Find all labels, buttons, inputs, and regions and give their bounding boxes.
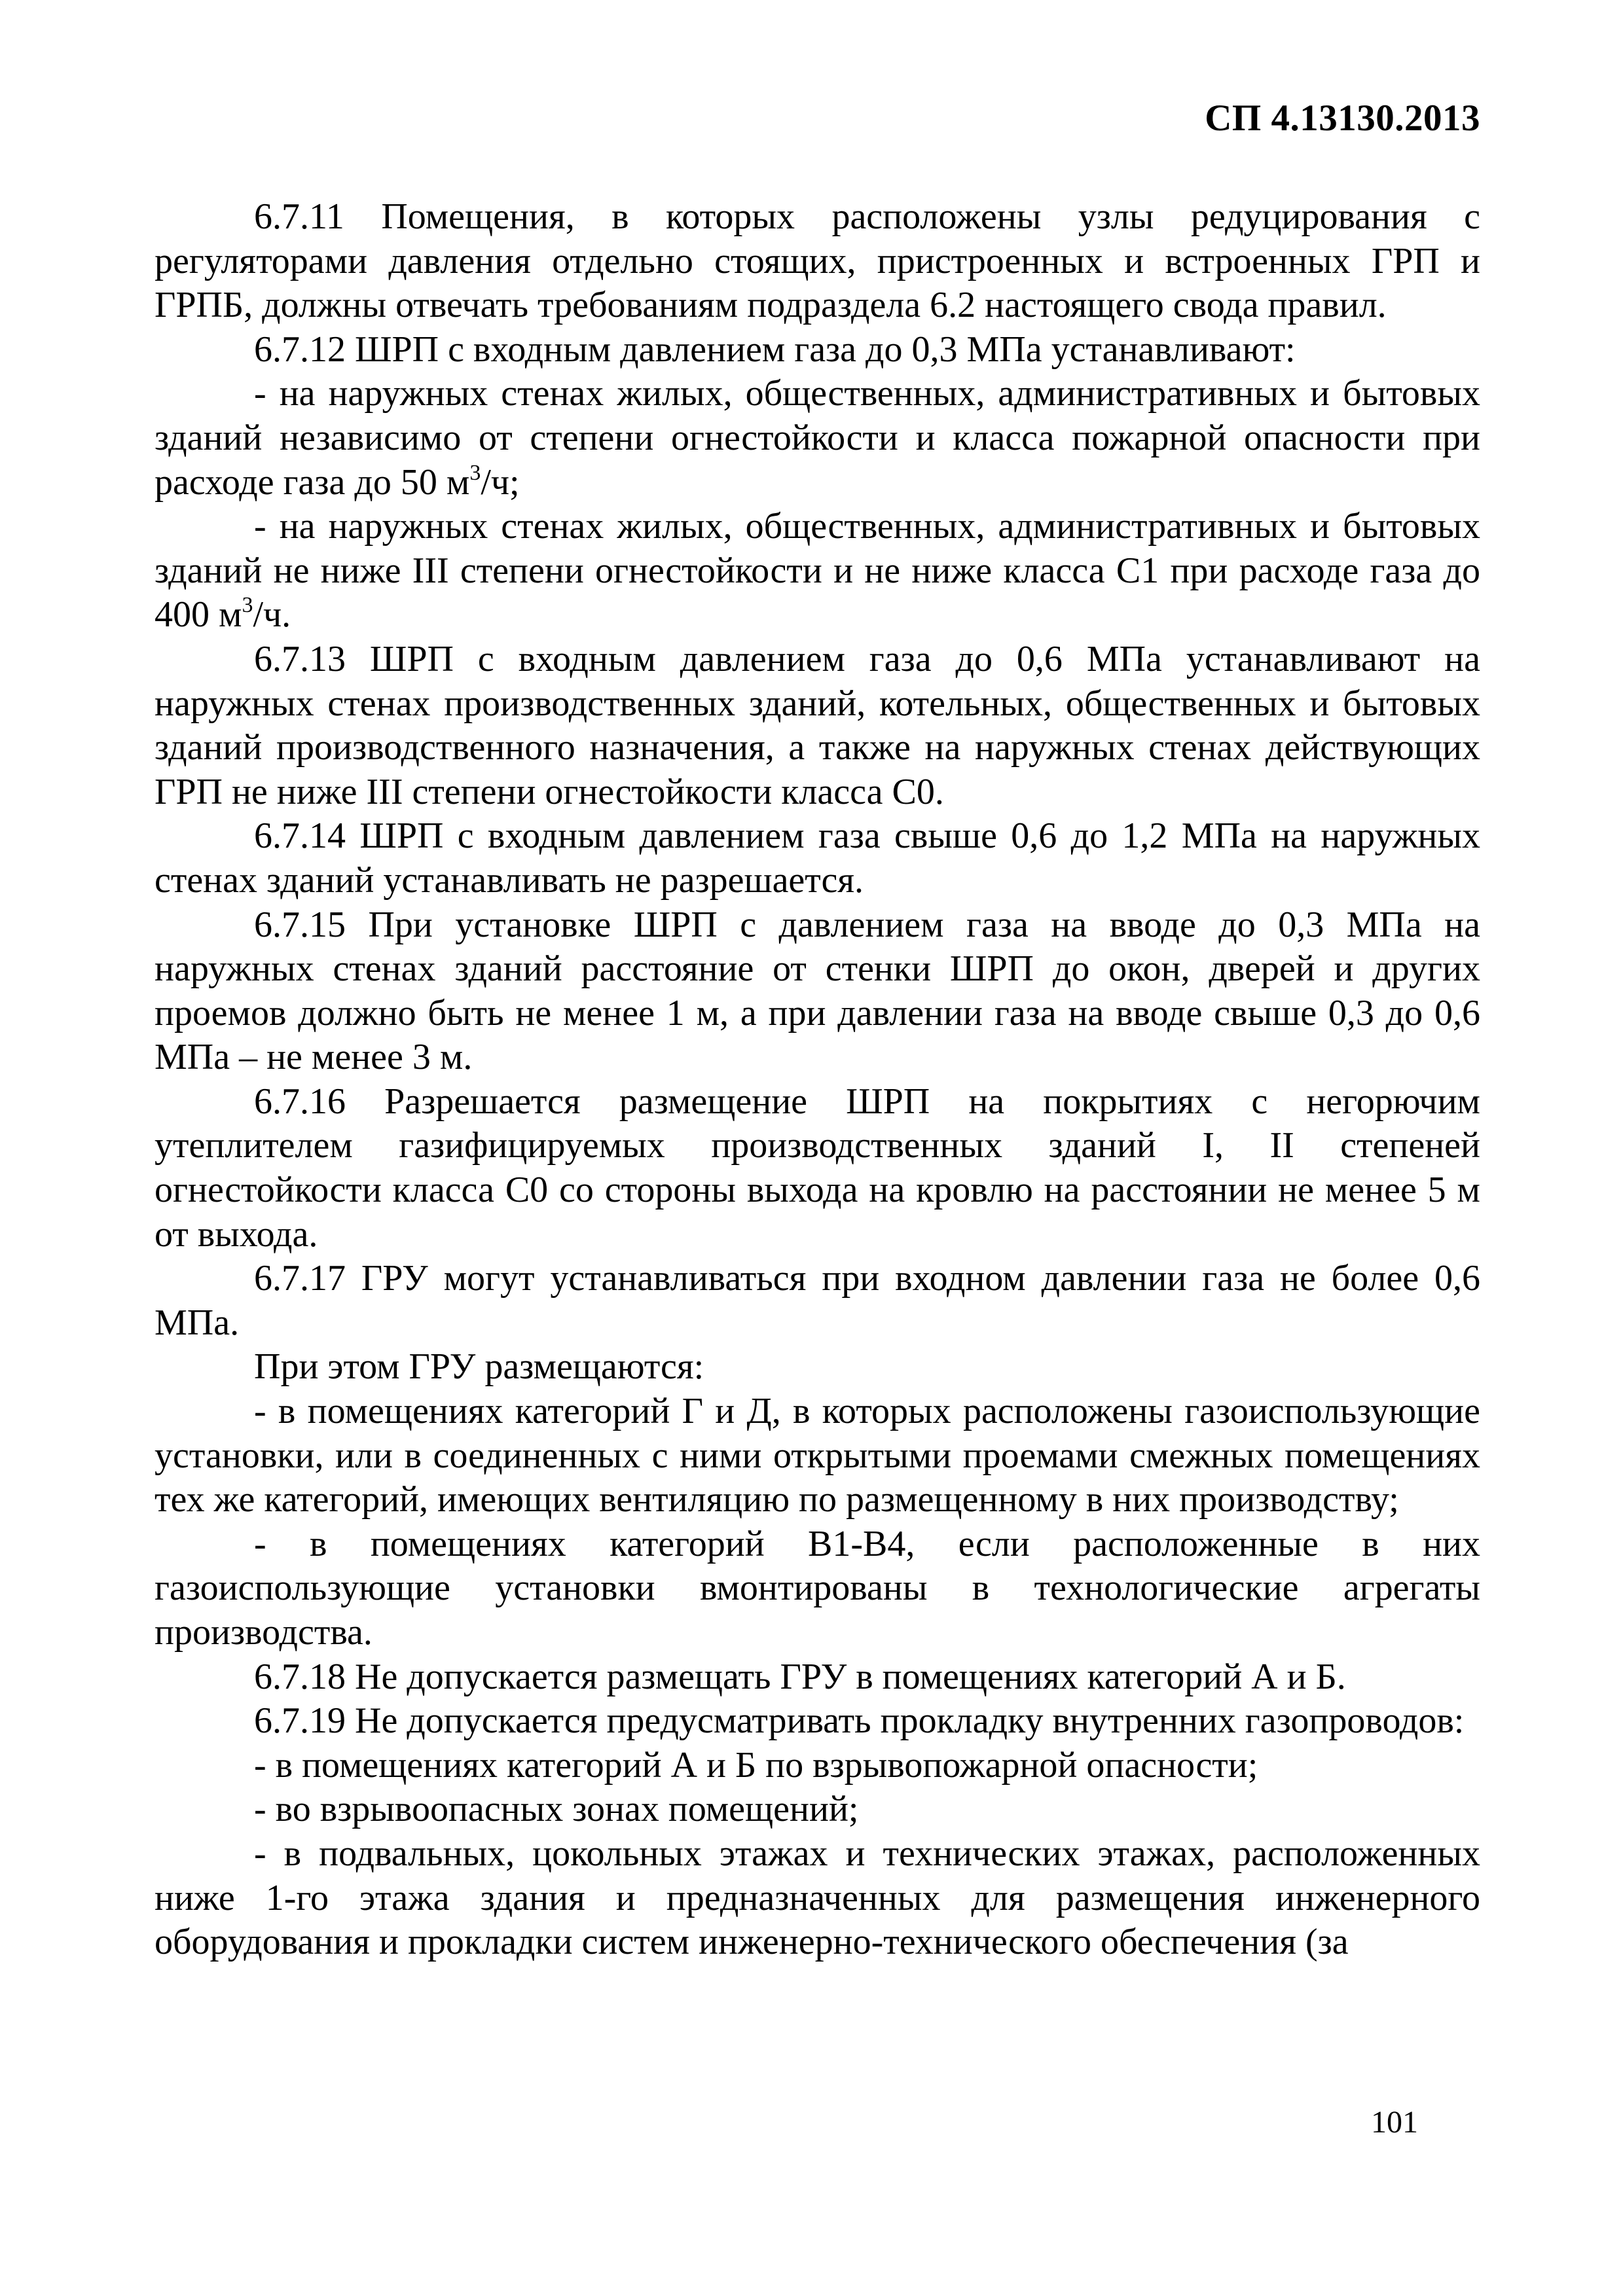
list-item <box>155 505 1480 637</box>
paragraph-text: 6.7.11 Помещения, в которых расположены узлы редуцирования с регуляторами давления отдельно стоящих, пристроенных и встроенных ГРП и ГРПБ, должны отвечать требованиям подраздела 6.2 настоящего свода правил. <box>155 196 1480 326</box>
paragraph <box>155 1257 1480 1345</box>
paragraph <box>155 328 1480 372</box>
paragraph <box>155 195 1480 328</box>
paragraph <box>155 1345 1480 1390</box>
paragraph-text: 6.7.12 ШРП с входным давлением газа до 0,3 МПа устанавливают: <box>254 329 1296 370</box>
paragraph-text: 6.7.13 ШРП с входным давлением газа до 0,6 МПа устанавливают на наружных стенах производственных зданий, котельных, общественных и бытовых зданий производственного назначения, а также на наружных стенах действующих ГРП не ниже III степени огнестойкости класса С0. <box>155 638 1480 812</box>
paragraph-text: - в помещениях категорий А и Б по взрывопожарной опасности; <box>254 1744 1258 1785</box>
paragraph-text: 6.7.14 ШРП с входным давлением газа свыше 0,6 до 1,2 МПа на наружных стенах зданий устанавливать не разрешается. <box>155 816 1480 901</box>
paragraph <box>155 903 1480 1080</box>
paragraph <box>155 637 1480 814</box>
page-number: 101 <box>1371 2105 1418 2140</box>
paragraph <box>155 1655 1480 1700</box>
paragraph-tail: /ч. <box>253 594 291 636</box>
document-code-header: СП 4.13130.2013 <box>1205 98 1480 139</box>
paragraph-text: 6.7.15 При установке ШРП с давлением газа на вводе до 0,3 МПа на наружных стенах зданий расстояние от стенки ШРП до окон, дверей и других проемов должно быть не менее 1 м, а при давлении газа на вводе свыше 0,3 до 0,6 МПа – не менее 3 м. <box>155 904 1480 1078</box>
paragraph-text: 6.7.19 Не допускается предусматривать прокладку внутренних газопроводов: <box>254 1700 1465 1742</box>
paragraph-text: - во взрывоопасных зонах помещений; <box>254 1789 859 1830</box>
list-item <box>155 1787 1480 1832</box>
paragraph-text: - на наружных стенах жилых, общественных, административных и бытовых зданий не ниже III степени огнестойкости и не ниже класса С1 при расходе газа до 400 м <box>155 506 1480 636</box>
paragraph <box>155 1699 1480 1744</box>
paragraph-text: 6.7.16 Разрешается размещение ШРП на покрытиях с негорючим утеплителем газифицируемых производственных зданий I, II степеней огнестойкости класса С0 со стороны выхода на кровлю на расстоянии не менее 5 м от выхода. <box>155 1081 1480 1255</box>
paragraph-text: - на наружных стенах жилых, общественных, административных и бытовых зданий независимо от степени огнестойкости и класса пожарной опасности при расходе газа до 50 м <box>155 373 1480 503</box>
list-item <box>155 1832 1480 1965</box>
list-item <box>155 1522 1480 1655</box>
paragraph-tail: /ч; <box>481 461 520 503</box>
paragraph-text: - в помещениях категорий В1-В4, если расположенные в них газоиспользующие установки вмонтированы в технологические агрегаты производства. <box>155 1523 1480 1653</box>
list-item <box>155 1390 1480 1522</box>
paragraph-text: 6.7.18 Не допускается размещать ГРУ в помещениях категорий А и Б. <box>254 1656 1346 1697</box>
paragraph-text: - в помещениях категорий Г и Д, в которых расположены газоиспользующие установки, или в соединенных с ними открытыми проемами смежных помещениях тех же категорий, имеющих вентиляцию по размещенному в них производству; <box>155 1391 1480 1520</box>
paragraph-text: 6.7.17 ГРУ могут устанавливаться при входном давлении газа не более 0,6 МПа. <box>155 1258 1480 1343</box>
paragraph-text: При этом ГРУ размещаются: <box>254 1346 704 1388</box>
list-item <box>155 1744 1480 1788</box>
superscript: 3 <box>469 460 481 485</box>
paragraph <box>155 1080 1480 1257</box>
list-item <box>155 372 1480 505</box>
paragraph-text: - в подвальных, цокольных этажах и технических этажах, расположенных ниже 1-го этажа здания и предназначенных для размещения инженерного оборудования и прокладки систем инженерно-технического обеспечения (за <box>155 1833 1480 1963</box>
document-body <box>155 195 1480 1965</box>
paragraph <box>155 814 1480 903</box>
superscript: 3 <box>242 593 253 618</box>
